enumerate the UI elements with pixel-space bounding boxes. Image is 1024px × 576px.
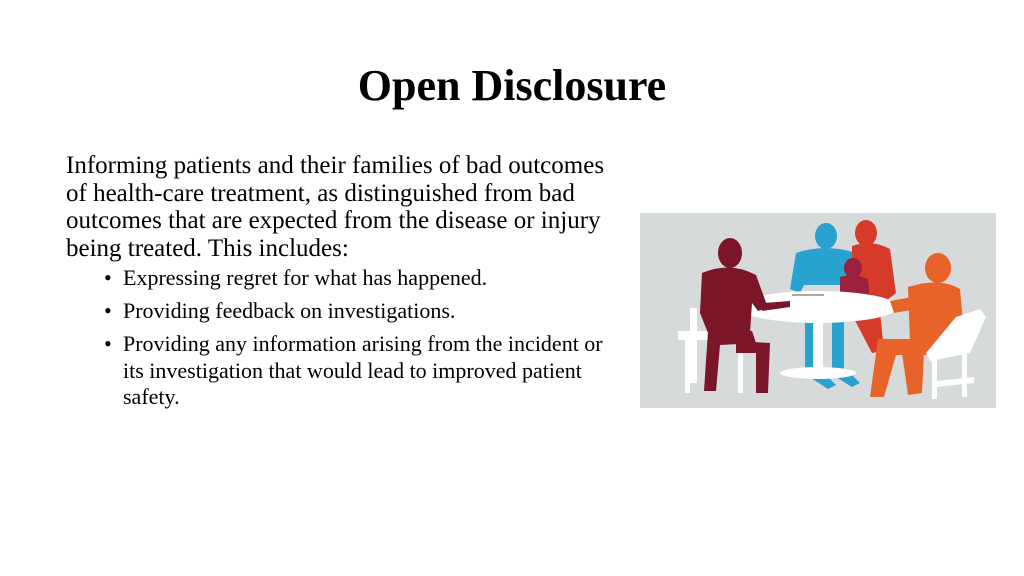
meeting-illustration: [640, 213, 996, 408]
list-item: [104, 265, 626, 292]
bullet-text: Expressing regret for what has happened.: [123, 265, 488, 290]
bullet-icon: •: [104, 331, 112, 356]
slide-body: [66, 152, 626, 417]
bullet-text: Providing any information arising from the incident or its investigation that would lead to improved patient safety.: [123, 331, 603, 409]
bullet-icon: •: [104, 265, 112, 290]
meeting-silhouettes-icon: [640, 213, 996, 408]
bullet-text: Providing feedback on investigations.: [123, 298, 456, 323]
list-item: [104, 331, 626, 411]
bullet-icon: •: [104, 298, 112, 323]
intro-paragraph: Informing patients and their families of bad outcomes of health-care treatment, as distinguished from bad outcomes that are expected from the disease or injury being treated. This includes:: [66, 152, 605, 262]
bullet-list: [66, 265, 626, 411]
list-item: [104, 298, 626, 325]
slide-title: Open Disclosure: [357, 61, 667, 110]
